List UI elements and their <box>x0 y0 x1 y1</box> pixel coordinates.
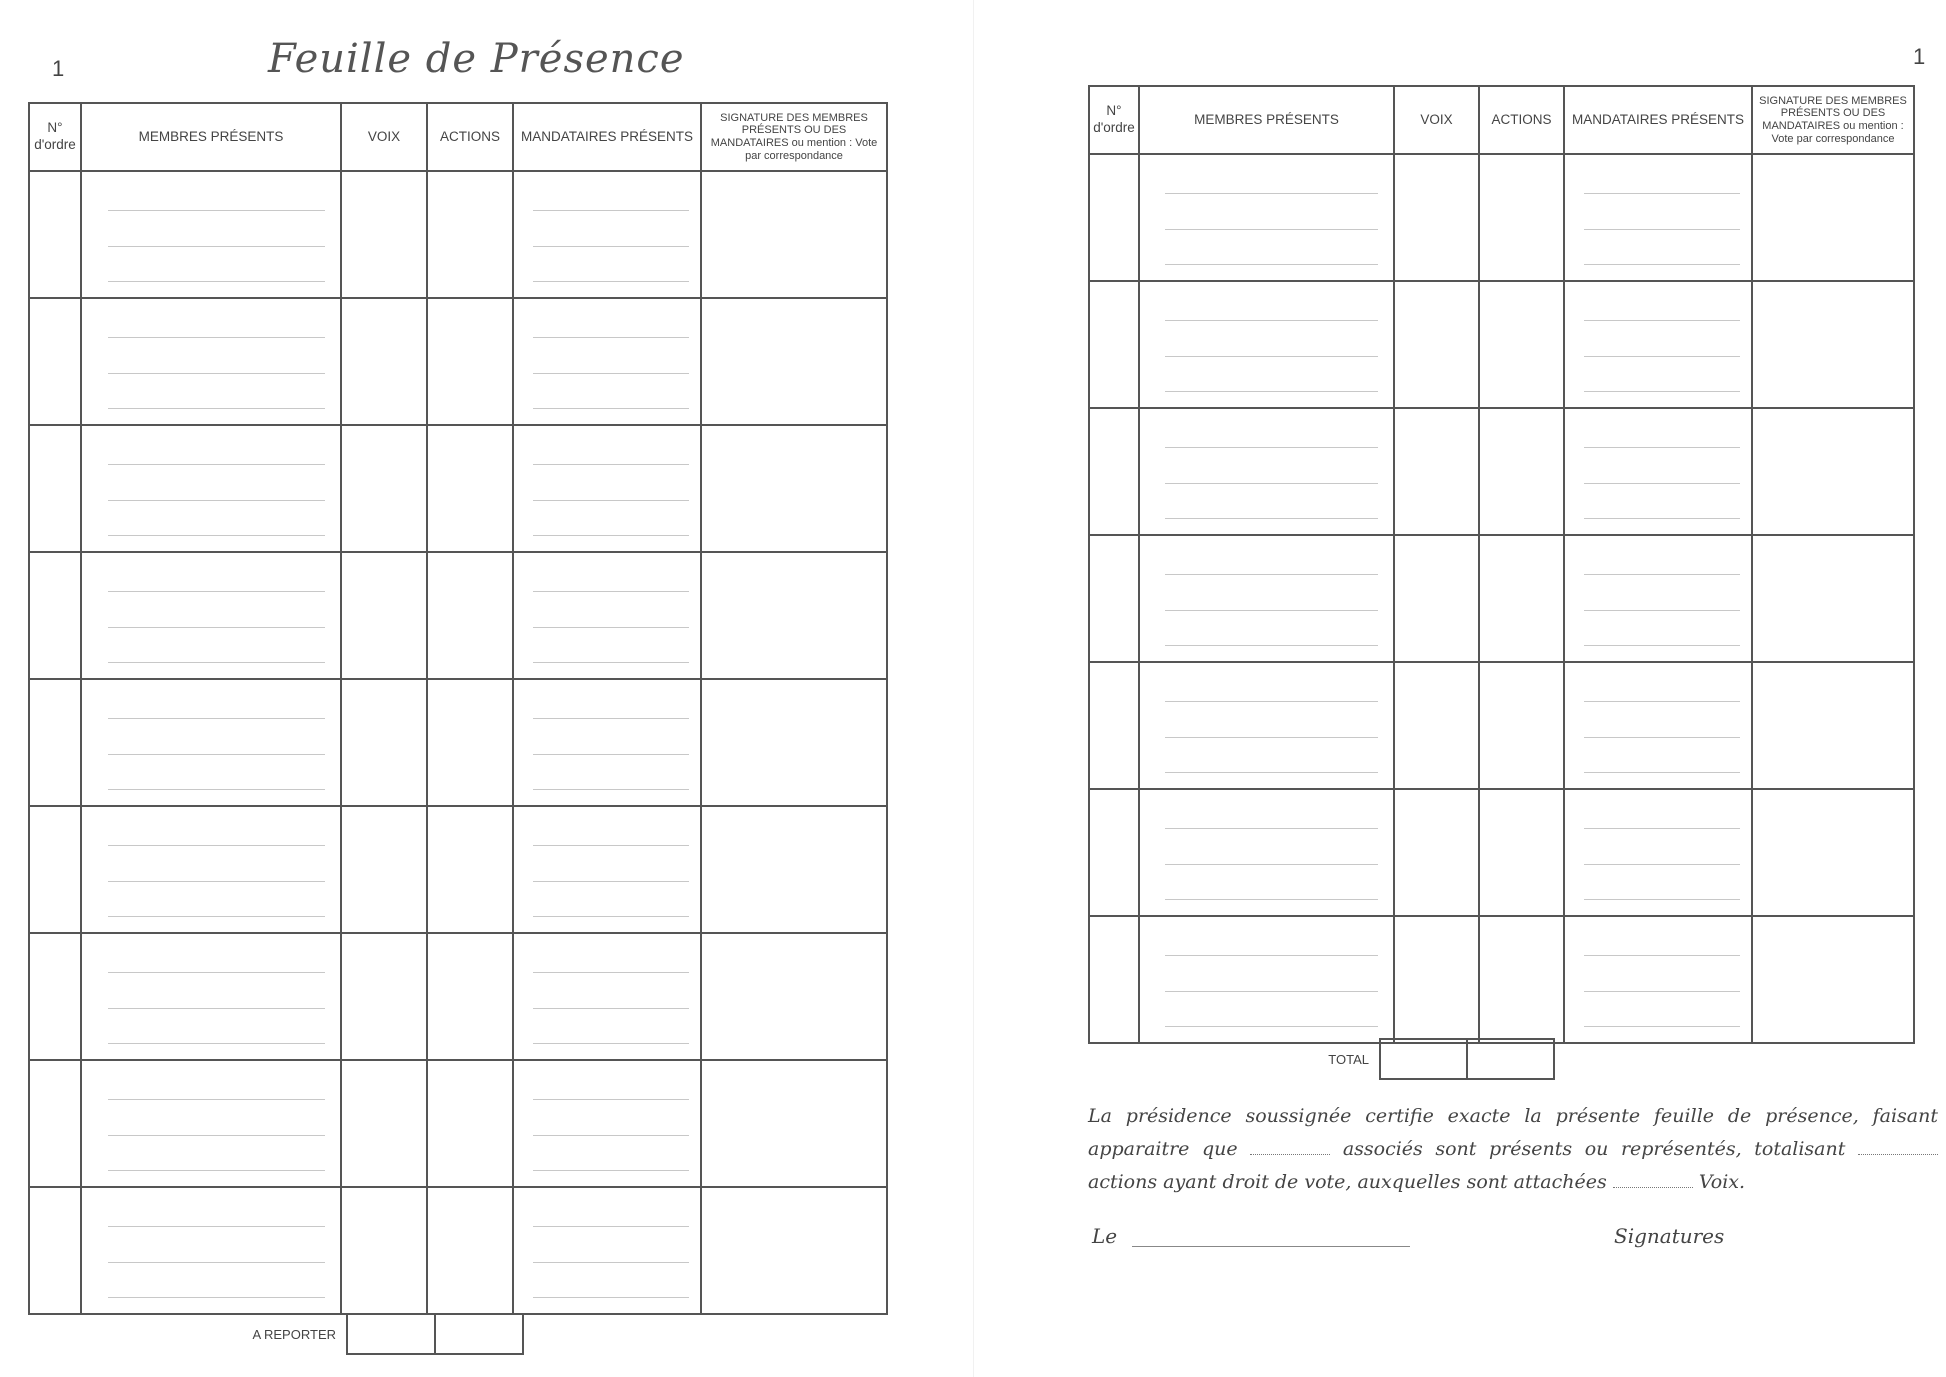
writing-line <box>533 281 689 282</box>
writing-line <box>108 972 325 973</box>
shares-count-field[interactable] <box>1858 1140 1938 1155</box>
proxy-cell[interactable] <box>513 1187 701 1314</box>
table-row <box>29 171 887 298</box>
writing-line <box>533 972 689 973</box>
order-cell[interactable] <box>1089 154 1139 281</box>
page-number: 1 <box>52 56 65 81</box>
proxy-cell[interactable] <box>1564 154 1752 281</box>
writing-line <box>533 1099 689 1100</box>
writing-line <box>533 1297 689 1298</box>
header-members: MEMBRES PRÉSENTS <box>81 103 341 171</box>
member-cell[interactable] <box>1139 535 1394 662</box>
table-row <box>29 806 887 933</box>
votes-cell[interactable] <box>1394 662 1479 789</box>
signature-cell[interactable] <box>701 552 887 679</box>
votes-cell[interactable] <box>341 806 427 933</box>
member-cell[interactable] <box>1139 408 1394 535</box>
writing-line <box>1584 701 1740 702</box>
shares-cell[interactable] <box>427 679 513 806</box>
shares-cell[interactable] <box>427 1060 513 1187</box>
writing-line <box>1165 645 1378 646</box>
table-row <box>29 933 887 1060</box>
writing-line <box>1584 772 1740 773</box>
writing-line <box>1165 518 1378 519</box>
writing-line <box>1165 447 1378 448</box>
member-cell[interactable] <box>1139 916 1394 1043</box>
writing-line <box>533 1226 689 1227</box>
votes-cell[interactable] <box>341 933 427 1060</box>
writing-line <box>1165 864 1378 865</box>
table-row <box>29 1060 887 1187</box>
signature-cell[interactable] <box>701 933 887 1060</box>
writing-line <box>1165 356 1378 357</box>
writing-line <box>1584 320 1740 321</box>
order-cell[interactable] <box>29 425 81 552</box>
proxy-cell[interactable] <box>1564 662 1752 789</box>
shares-cell[interactable] <box>427 425 513 552</box>
writing-line <box>533 464 689 465</box>
table-row <box>29 679 887 806</box>
signature-cell[interactable] <box>1752 662 1914 789</box>
shares-cell[interactable] <box>427 806 513 933</box>
order-cell[interactable] <box>1089 281 1139 408</box>
cert-text-2: associés sont présents ou représentés, totalisant <box>1342 1138 1846 1160</box>
writing-line <box>108 916 325 917</box>
writing-line <box>108 1297 325 1298</box>
member-cell[interactable] <box>81 425 341 552</box>
proxy-cell[interactable] <box>513 298 701 425</box>
order-cell[interactable] <box>29 679 81 806</box>
member-cell[interactable] <box>81 679 341 806</box>
writing-line <box>533 535 689 536</box>
proxy-cell[interactable] <box>1564 916 1752 1043</box>
member-cell[interactable] <box>1139 154 1394 281</box>
votes-cell[interactable] <box>341 171 427 298</box>
writing-line <box>533 662 689 663</box>
writing-line <box>1584 229 1740 230</box>
writing-line <box>1165 955 1378 956</box>
writing-line <box>533 1008 689 1009</box>
table-row <box>1089 408 1914 535</box>
writing-line <box>108 754 325 755</box>
writing-line <box>1165 991 1378 992</box>
signatures-label: Signatures <box>1614 1224 1725 1248</box>
table-row <box>29 552 887 679</box>
attendance-table <box>28 102 888 1315</box>
writing-line <box>1584 264 1740 265</box>
cert-text-1: La présidence soussignée certifie exacte la présente feuille de présence, faisant apparaitre que <box>1088 1105 1938 1160</box>
table-row <box>29 298 887 425</box>
header-proxies: MANDATAIRES PRÉSENTS <box>1564 86 1752 154</box>
shares-cell[interactable] <box>1479 662 1564 789</box>
signature-cell[interactable] <box>701 1060 887 1187</box>
writing-line <box>108 210 325 211</box>
votes-cell[interactable] <box>1394 154 1479 281</box>
writing-line <box>108 1099 325 1100</box>
member-cell[interactable] <box>81 1060 341 1187</box>
writing-line <box>533 591 689 592</box>
votes-cell[interactable] <box>341 679 427 806</box>
proxy-cell[interactable] <box>1564 281 1752 408</box>
writing-line <box>1165 320 1378 321</box>
shares-cell[interactable] <box>427 298 513 425</box>
writing-line <box>533 754 689 755</box>
votes-cell[interactable] <box>1394 916 1479 1043</box>
header-signature: SIGNATURE DES MEMBRES PRÉSENTS OU DES MANDATAIRES ou mention : Vote par correspondance <box>701 103 887 171</box>
writing-line <box>533 845 689 846</box>
writing-line <box>533 337 689 338</box>
writing-line <box>533 1170 689 1171</box>
writing-line <box>533 500 689 501</box>
writing-line <box>1584 828 1740 829</box>
order-cell[interactable] <box>29 806 81 933</box>
writing-line <box>1584 356 1740 357</box>
writing-line <box>1165 574 1378 575</box>
writing-line <box>108 881 325 882</box>
shares-cell[interactable] <box>1479 408 1564 535</box>
attendance-table <box>1088 85 1915 1044</box>
writing-line <box>533 789 689 790</box>
proxy-cell[interactable] <box>513 933 701 1060</box>
votes-cell[interactable] <box>341 1187 427 1314</box>
proxy-cell[interactable] <box>513 425 701 552</box>
associates-count-field[interactable] <box>1250 1140 1330 1155</box>
page-number: 1 <box>1913 44 1926 69</box>
carry-forward-row <box>200 1313 524 1355</box>
header-signature: SIGNATURE DES MEMBRES PRÉSENTS OU DES MANDATAIRES ou mention : Vote par correspondance <box>1752 86 1914 154</box>
writing-line <box>1584 610 1740 611</box>
member-cell[interactable] <box>81 171 341 298</box>
page-title: Feuille de Présence <box>268 36 685 82</box>
header-shares: ACTIONS <box>1479 86 1564 154</box>
header-votes: VOIX <box>1394 86 1479 154</box>
signature-cell[interactable] <box>701 425 887 552</box>
order-cell[interactable] <box>1089 789 1139 916</box>
header-votes: VOIX <box>341 103 427 171</box>
order-cell[interactable] <box>29 1060 81 1187</box>
shares-cell[interactable] <box>1479 916 1564 1043</box>
writing-line <box>108 1170 325 1171</box>
total-shares[interactable] <box>1467 1039 1554 1079</box>
carry-forward-label: A REPORTER <box>252 1326 336 1342</box>
writing-line <box>108 535 325 536</box>
writing-line <box>1584 391 1740 392</box>
member-cell[interactable] <box>81 298 341 425</box>
writing-line <box>1165 483 1378 484</box>
table-row <box>1089 662 1914 789</box>
carry-forward-votes[interactable] <box>347 1314 435 1354</box>
writing-line <box>1165 701 1378 702</box>
table-row <box>29 425 887 552</box>
cert-text-3: actions ayant droit de vote, auxquelles sont attachées <box>1088 1171 1607 1193</box>
writing-line <box>108 1043 325 1044</box>
table-row <box>1089 535 1914 662</box>
votes-cell[interactable] <box>341 1060 427 1187</box>
header-shares: ACTIONS <box>427 103 513 171</box>
header-proxies: MANDATAIRES PRÉSENTS <box>513 103 701 171</box>
date-label: Le <box>1092 1224 1118 1248</box>
date-field[interactable] <box>1132 1246 1410 1247</box>
writing-line <box>1584 864 1740 865</box>
votes-cell[interactable] <box>1394 789 1479 916</box>
writing-line <box>108 718 325 719</box>
writing-line <box>108 1135 325 1136</box>
writing-line <box>108 281 325 282</box>
shares-cell[interactable] <box>1479 281 1564 408</box>
signature-cell[interactable] <box>1752 916 1914 1043</box>
signature-cell[interactable] <box>701 806 887 933</box>
member-cell[interactable] <box>1139 281 1394 408</box>
votes-cell[interactable] <box>1394 281 1479 408</box>
writing-line <box>108 627 325 628</box>
proxy-cell[interactable] <box>513 171 701 298</box>
shares-cell[interactable] <box>427 171 513 298</box>
member-cell[interactable] <box>81 1187 341 1314</box>
shares-cell[interactable] <box>1479 789 1564 916</box>
carry-forward-shares[interactable] <box>435 1314 523 1354</box>
signature-cell[interactable] <box>701 679 887 806</box>
writing-line <box>108 337 325 338</box>
writing-line <box>1584 1026 1740 1027</box>
votes-cell[interactable] <box>341 552 427 679</box>
writing-line <box>108 789 325 790</box>
writing-line <box>533 408 689 409</box>
order-cell[interactable] <box>29 933 81 1060</box>
shares-cell[interactable] <box>427 1187 513 1314</box>
proxy-cell[interactable] <box>1564 535 1752 662</box>
writing-line <box>108 373 325 374</box>
writing-line <box>1165 193 1378 194</box>
table-row <box>1089 154 1914 281</box>
proxy-cell[interactable] <box>513 806 701 933</box>
signature-cell[interactable] <box>1752 789 1914 916</box>
writing-line <box>108 500 325 501</box>
writing-line <box>533 1262 689 1263</box>
member-cell[interactable] <box>81 806 341 933</box>
order-cell[interactable] <box>1089 408 1139 535</box>
writing-line <box>1584 645 1740 646</box>
writing-line <box>108 1008 325 1009</box>
writing-line <box>533 373 689 374</box>
table-row <box>1089 789 1914 916</box>
writing-line <box>108 591 325 592</box>
writing-line <box>1165 1026 1378 1027</box>
proxy-cell[interactable] <box>513 552 701 679</box>
signature-cell[interactable] <box>1752 281 1914 408</box>
writing-line <box>533 916 689 917</box>
order-cell[interactable] <box>1089 535 1139 662</box>
shares-cell[interactable] <box>427 552 513 679</box>
writing-line <box>1165 828 1378 829</box>
total-row <box>1218 1038 1555 1080</box>
proxy-cell[interactable] <box>1564 408 1752 535</box>
writing-line <box>1584 991 1740 992</box>
member-cell[interactable] <box>81 933 341 1060</box>
writing-line <box>533 627 689 628</box>
writing-line <box>108 845 325 846</box>
order-cell[interactable] <box>1089 662 1139 789</box>
table-row <box>1089 281 1914 408</box>
writing-line <box>108 408 325 409</box>
writing-line <box>1165 391 1378 392</box>
writing-line <box>1165 264 1378 265</box>
signature-cell[interactable] <box>1752 535 1914 662</box>
writing-line <box>533 246 689 247</box>
proxy-cell[interactable] <box>513 1060 701 1187</box>
table-row <box>29 1187 887 1314</box>
signature-cell[interactable] <box>701 171 887 298</box>
order-cell[interactable] <box>1089 916 1139 1043</box>
shares-cell[interactable] <box>1479 535 1564 662</box>
table-row <box>1089 916 1914 1043</box>
order-cell[interactable] <box>29 1187 81 1314</box>
member-cell[interactable] <box>81 552 341 679</box>
writing-line <box>533 1135 689 1136</box>
writing-line <box>1584 518 1740 519</box>
shares-cell[interactable] <box>1479 154 1564 281</box>
writing-line <box>1584 737 1740 738</box>
order-cell[interactable] <box>29 298 81 425</box>
writing-line <box>108 464 325 465</box>
signature-cell[interactable] <box>701 1187 887 1314</box>
signature-cell[interactable] <box>1752 408 1914 535</box>
header-members: MEMBRES PRÉSENTS <box>1139 86 1394 154</box>
writing-line <box>1165 610 1378 611</box>
signature-cell[interactable] <box>1752 154 1914 281</box>
writing-line <box>1165 737 1378 738</box>
total-label: TOTAL <box>1328 1051 1369 1067</box>
writing-line <box>1584 483 1740 484</box>
proxy-cell[interactable] <box>513 679 701 806</box>
writing-line <box>1584 899 1740 900</box>
votes-count-field[interactable] <box>1613 1173 1693 1188</box>
writing-line <box>108 1262 325 1263</box>
writing-line <box>533 210 689 211</box>
shares-cell[interactable] <box>427 933 513 1060</box>
votes-cell[interactable] <box>341 298 427 425</box>
writing-line <box>108 1226 325 1227</box>
writing-line <box>1584 193 1740 194</box>
writing-line <box>108 662 325 663</box>
header-order: N° d'ordre <box>1089 86 1139 154</box>
header-order: N° d'ordre <box>29 103 81 171</box>
votes-cell[interactable] <box>1394 535 1479 662</box>
cert-text-4: Voix. <box>1698 1171 1746 1193</box>
writing-line <box>1165 899 1378 900</box>
certification-statement <box>1088 1100 1938 1199</box>
writing-line <box>533 718 689 719</box>
member-cell[interactable] <box>1139 789 1394 916</box>
member-cell[interactable] <box>1139 662 1394 789</box>
signature-cell[interactable] <box>701 298 887 425</box>
signature-row <box>1092 1224 1932 1264</box>
total-votes[interactable] <box>1380 1039 1467 1079</box>
proxy-cell[interactable] <box>1564 789 1752 916</box>
writing-line <box>1584 955 1740 956</box>
writing-line <box>533 1043 689 1044</box>
writing-line <box>1165 229 1378 230</box>
writing-line <box>1165 772 1378 773</box>
writing-line <box>108 246 325 247</box>
votes-cell[interactable] <box>341 425 427 552</box>
writing-line <box>1584 447 1740 448</box>
votes-cell[interactable] <box>1394 408 1479 535</box>
writing-line <box>1584 574 1740 575</box>
writing-line <box>533 881 689 882</box>
order-cell[interactable] <box>29 552 81 679</box>
order-cell[interactable] <box>29 171 81 298</box>
